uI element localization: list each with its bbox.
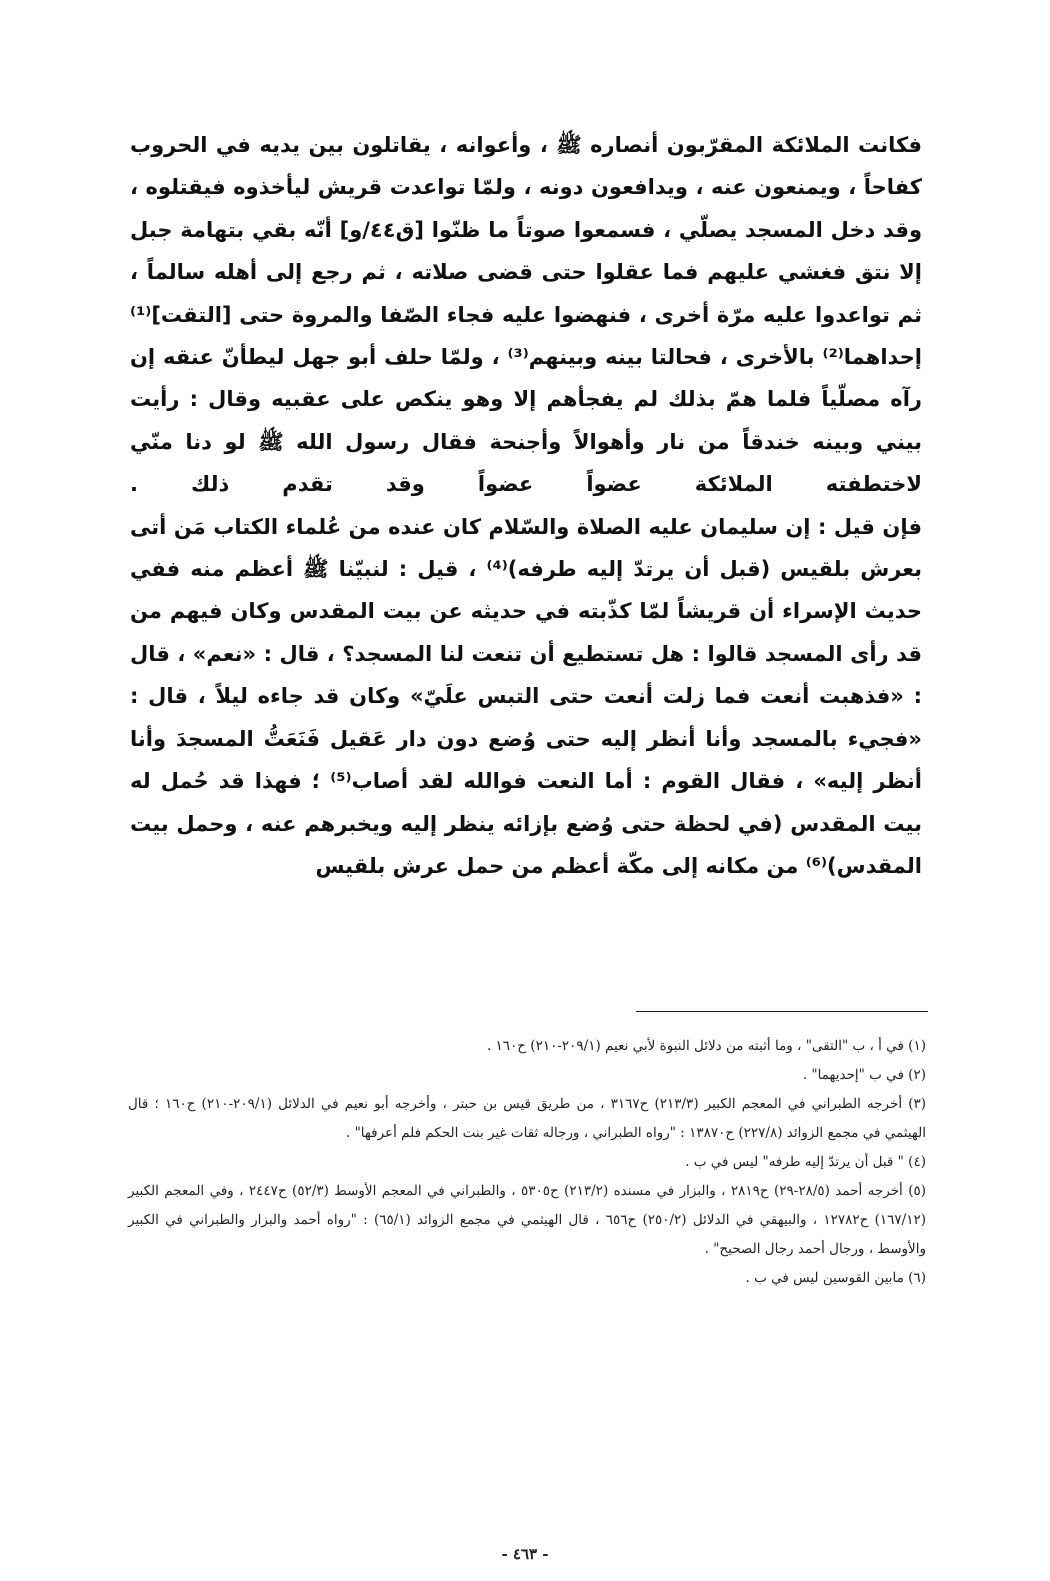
page-number: - ٤٦٣ -	[501, 1545, 549, 1563]
main-text-body	[130, 124, 922, 887]
footnotes	[128, 1032, 926, 1293]
footnote-2: (٢) في ب "إحديهما" .	[802, 1067, 926, 1083]
main-paragraph-2: فإن قيل : إن سليمان عليه الصلاة والسّلام كان عنده من عُلماء الكتاب مَن أتى بعرش بلقيس (قبل أن يرتدّ إليه طرفه)⁽⁴⁾ ، قيل : لنبيّنا ﷺ أعظم منه ففي حديث الإسراء أن قريشاً لمّا كذّبته في حديثه عن بيت المقدس وكان فيهم من قد رأى المسجد قالوا : هل تستطيع أن تنعت لنا المسجد؟ ، قال : «نعم» ، قال : «فذهبت أنعت فما زلت أنعت حتى التبس علَيّ» وكان قد جاءه ليلاً ، قال : «فجيء بالمسجد وأنا أنظر إليه حتى وُضع دون دار عَقيل فَنَعَتُّ المسجدَ وأنا أنظر إليه» ، فقال القوم : أما النعت فوالله لقد أصاب⁽⁵⁾ ؛ فهذا قد حُمل له بيت المقدس (في لحظة حتى وُضع بإزائه ينظر إليه ويخبرهم عنه ، وحمل بيت المقدس)⁽⁶⁾ من مكانه إلى مكّة أعظم من حمل عرش بلقيس	[130, 514, 923, 878]
footnote-separator	[636, 1011, 928, 1012]
footnote-3: (٣) أخرجه الطبراني في المعجم الكبير (٢١٣/٣) ح٣١٦٧ ، من طريق قيس بن حبتر ، وأخرجه أبو نعيم في الدلائل (٢٠٩/١-٢١٠) ح١٦٠ ؛ قال الهيثمي في مجمع الزوائد (٢٢٧/٨) ح١٣٨٧٠ : "رواه الطبراني ، ورجاله ثقات غير بنت الحكم فلم أعرفها" .	[128, 1096, 927, 1141]
footnote-4: (٤) " قبل أن يرتدّ إليه طرفه" ليس في ب .	[685, 1154, 926, 1170]
footnote-5: (٥) أخرجه أحمد (٢٨/٥-٢٩) ح٢٨١٩ ، والبزار في مسنده (٢١٣/٢) ح٥٣٠٥ ، والطبراني في المعجم الأوسط (٥٢/٣) ح٢٤٤٧ ، وفي المعجم الكبير (١٦٧/١٢) ح١٢٧٨٢ ، والبيهقي في الدلائل (٢٥٠/٢) ح٦٥٦ ، قال الهيثمي في مجمع الزوائد (٦٥/١) : "رواه أحمد والبزار والطبراني في الكبير والأوسط ، ورجال أحمد رجال الصحيح" .	[128, 1183, 927, 1257]
main-paragraph-1: فكانت الملائكة المقرّبون أنصاره ﷺ ، وأعوانه ، يقاتلون بين يديه في الحروب كفاحاً ، ويمنعون عنه ، ويدافعون دونه ، ولمّا تواعدت قريش ليأخذوه فيقتلوه ، وقد دخل المسجد يصلّي ، فسمعوا صوتاً ما ظنّوا [ق٤٤/و] أنّه بقي بتهامة جبل إلا نتق فغشي عليهم فما عقلوا حتى قضى صلاته ، ثم رجع إلى أهله سالماً ، ثم تواعدوا عليه مرّة أخرى ، فنهضوا عليه فجاء الصّفا والمروة حتى [التقت]⁽¹⁾ إحداهما⁽²⁾ بالأخرى ، فحالتا بينه وبينهم⁽³⁾ ، ولمّا حلف أبو جهل ليطأنّ عنقه إن رآه مصلّياً فلما همّ بذلك لم يفجأهم إلا وهو ينكص على عقبيه وقال : رأيت بيني وبينه خندقاً من نار وأهوالاً وأجنحة فقال رسول الله ﷺ لو دنا منّي لاختطفته الملائكة عضواً عضواً وقد تقدم ذلك .	[130, 133, 922, 497]
footnote-6: (٦) مابين القوسين ليس في ب .	[745, 1270, 926, 1286]
footnote-1: (١) في أ ، ب "التقى" ، وما أثبته من دلائل النبوة لأبي نعيم (٢٠٩/١-٢١٠) ح١٦٠ .	[486, 1038, 926, 1054]
